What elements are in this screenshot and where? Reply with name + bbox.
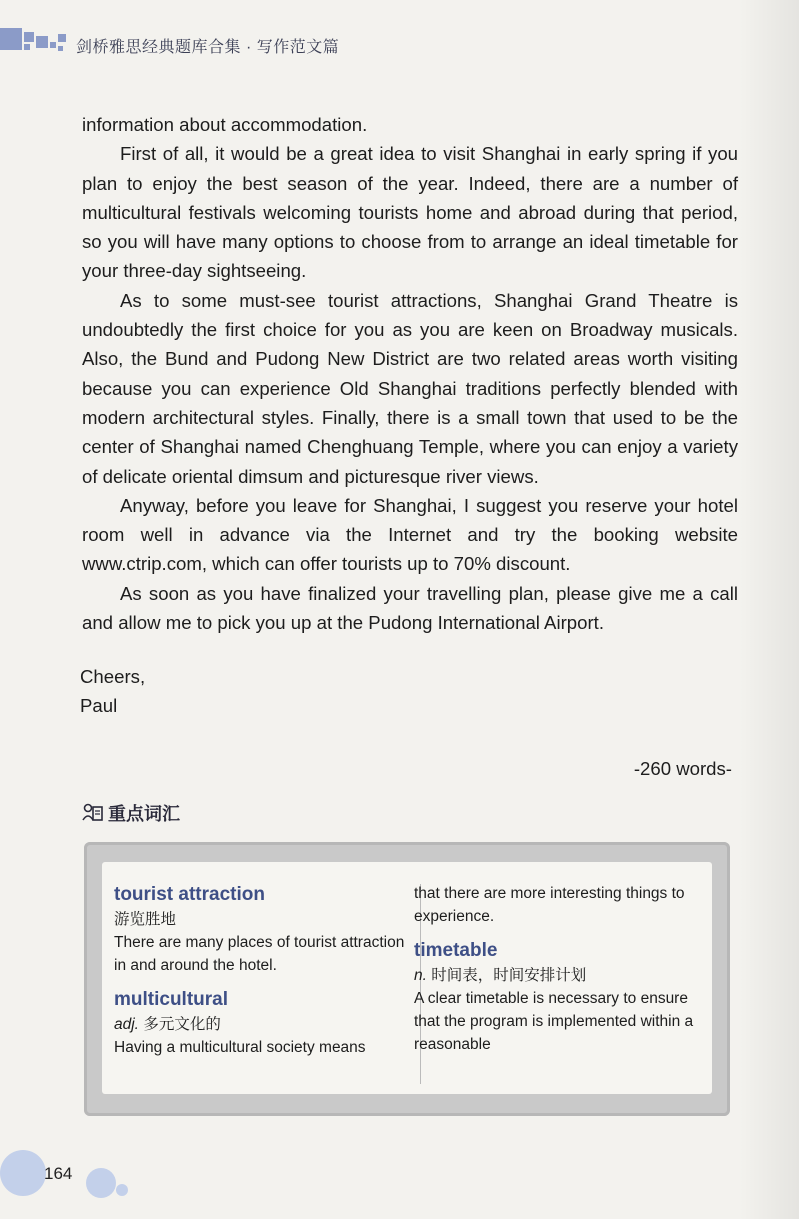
book-reader-icon [82,803,104,823]
part-of-speech: adj. [114,1016,139,1033]
footer-decoration [116,1184,128,1196]
page-edge-shadow [739,0,799,1219]
letter-body [82,110,738,637]
vocab-left-column [114,882,406,1059]
vocab-definition-line [114,1013,406,1036]
footer-decoration [0,1150,46,1196]
vocab-term: multicultural [114,989,229,1010]
vocab-definition: 多元文化的 [143,1016,221,1033]
paragraph-spring: First of all, it would be a great idea to visit Shanghai in early spring if you plan to enjoy the best season of the year. Indeed, there are a number of multicultural festivals welcoming tourists home and abroad during that period, so you will have many options to choose from to arrange an ideal timetable for your three-day sightseeing. [82,143,738,282]
vocab-panel [102,862,712,1094]
footer-decoration [86,1168,116,1198]
vocab-box [84,842,730,1116]
running-header [0,28,799,62]
vocab-example: A clear timetable is necessary to ensure that the program is implemented within a reasonable [414,990,694,1053]
vocab-definition-line [414,964,702,987]
vocab-example: There are many places of tourist attraction in and around the hotel. [114,934,405,974]
vocab-example-continued: that there are more interesting things to experience. [414,885,685,925]
vocab-heading [82,800,180,826]
word-count: -260 words- [633,758,732,779]
header-decoration [0,28,72,58]
vocab-term: tourist attraction [114,884,265,905]
closing-phrase: Cheers, [80,666,146,687]
vocab-example: Having a multicultural society means [114,1039,366,1056]
vocab-right-column [414,882,702,1056]
vocab-definition: 游览胜地 [114,911,177,928]
page-number: 164 [44,1164,73,1183]
vocab-heading-label: 重点词汇 [108,804,180,824]
part-of-speech: n. [414,967,427,984]
vocab-definition: 时间表，时间安排计划 [431,967,587,984]
paragraph-accommodation: information about accommodation. [82,114,368,135]
vocab-term: timetable [414,940,498,961]
paragraph-attractions: As to some must-see tourist attractions, Shanghai Grand Theatre is undoubtedly the first choice for you as you are keen on Broadway musicals. Also, the Bund and Pudong New District are two related areas worth visiting because you can experience Old Shanghai traditions perfectly blended with modern architectural styles. Finally, there is a small town that used to be the center of Shanghai named Chenghuang Temple, where you can enjoy a variety of delicate oriental dimsum and picturesque river views. [82,289,738,487]
paragraph-airport: As soon as you have finalized your travelling plan, please give me a call and allow me to pick you up at the Pudong International Airport. [82,582,738,634]
letter-closing [80,662,145,720]
paragraph-booking: Anyway, before you leave for Shanghai, I suggest you reserve your hotel room well in advance via the Internet and try the booking website www.ctrip.com, which can offer tourists up to 70% discount. [82,494,738,575]
book-title: 剑桥雅思经典题库合集 · 写作范文篇 [76,39,340,56]
signature: Paul [80,695,118,716]
